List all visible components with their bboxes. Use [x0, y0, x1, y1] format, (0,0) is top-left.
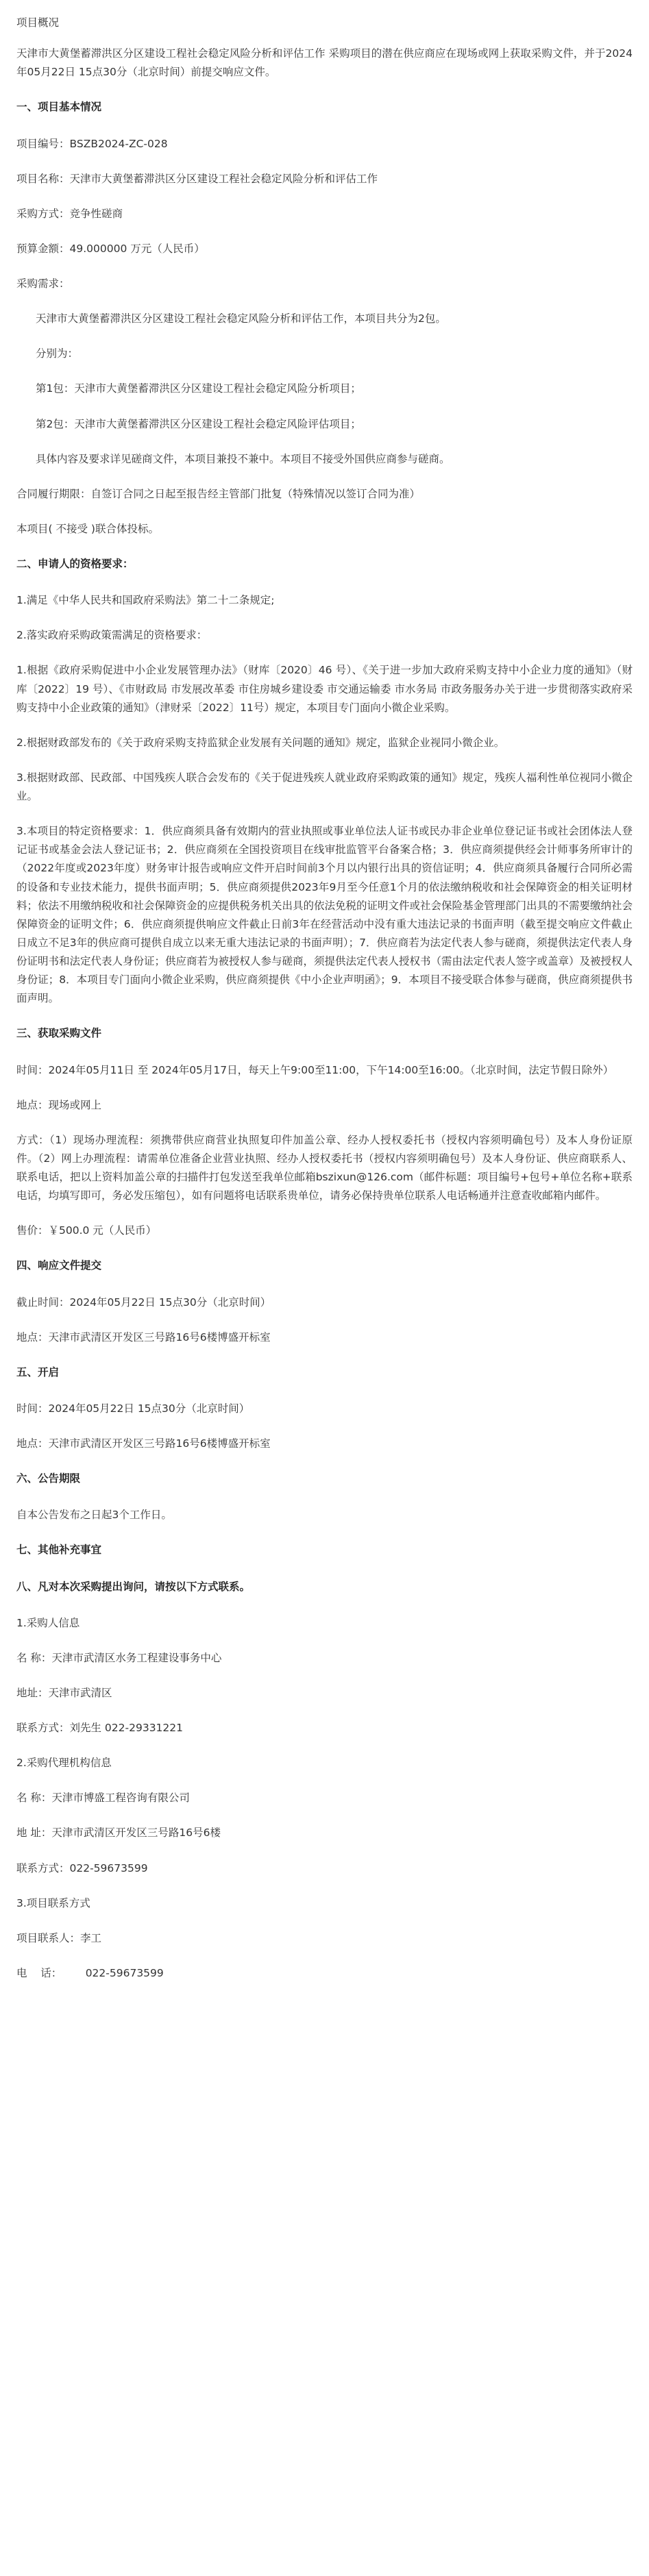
- agent-address: 地 址：天津市武清区开发区三号路16号6楼: [16, 1826, 221, 1840]
- buyer-name: 名 称：天津市武清区水务工程建设事务中心: [16, 1651, 222, 1664]
- project-name: 项目名称：天津市大黄堡蓄滞洪区分区建设工程社会稳定风险分析和评估工作: [16, 172, 378, 185]
- submission-deadline: 截止时间：2024年05月22日 15点30分（北京时间）: [16, 1296, 271, 1309]
- section5-heading: 五、开启: [16, 1365, 60, 1378]
- buyer-address: 地址：天津市武清区: [16, 1686, 112, 1699]
- opening-time: 时间：2024年05月22日 15点30分（北京时间）: [16, 1402, 250, 1415]
- qualification-3: 3.本项目的特定资格要求：1．供应商须具备有效期内的营业执照或事业单位法人证书或民办非企业单位登记证书或社会团体法人登记证书或基金会法人登记证书；2．供应商须在全国投资项目在线审批监管平台备案合格；3．供应商须提供经会计师事务所审计的（2022年度或2023年度）财务审计报告或响应文件开启时间前3个月以内银行出具的资信证明；4．供应商须具备履行合同所必需的设备和专业技术能力，提供书面声明；5．供应商须提供2023年9月至今任意1个月的依法缴纳税收和社会保障资金的相关证明材料；依法不用缴纳税收和社会保障资金的应提供税务机关出具的依法免税的证明文件或社会保险基金管理部门出具的不需要缴纳社会保障资金的证明文件；6．供应商须提供响应文件截止日前3年在经营活动中没有重大违法记录的书面声明（截至提交响应文件截止日成立不足3年的供应商可提供自成立以来无重大违法记录的书面声明）；7．供应商若为法定代表人参与磋商，须提供法定代表人身份证明书和法定代表人身份证；供应商若为被授权人参与磋商，须提供法定代表人授权书（需由法定代表人签字或盖章）及被授权人身份证；8．本项目专门面向小微企业采购，供应商须提供《中小企业声明函》；9．本项目不接受联合体参与磋商，供应商须提供书面声明。: [16, 825, 633, 1005]
- requirement-text: 天津市大黄堡蓄滞洪区分区建设工程社会稳定风险分析和评估工作，本项目共分为2包。: [36, 312, 446, 325]
- procurement-method: 采购方式：竞争性磋商: [16, 207, 123, 220]
- requirement-label: 采购需求：: [16, 277, 70, 290]
- obtain-place: 地点：现场或网上: [16, 1098, 102, 1111]
- notice-period: 自本公告发布之日起3个工作日。: [16, 1509, 172, 1522]
- section2-heading: 二、申请人的资格要求：: [16, 558, 134, 570]
- section4-heading: 四、响应文件提交: [16, 1259, 102, 1272]
- buyer-contact: 联系方式：刘先生 022-29331221: [16, 1722, 183, 1734]
- qualification-1: 1.满足《中华人民共和国政府采购法》第二十二条规定;: [16, 594, 275, 607]
- section7-heading: 七、其他补充事宜: [16, 1544, 102, 1557]
- qualification-2: 2.落实政府采购政策需满足的资格要求：: [16, 629, 208, 642]
- agent-contact: 联系方式：022-59673599: [16, 1861, 148, 1874]
- qualification-2-2: 2.根据财政部发布的《关于政府采购支持监狱企业发展有关问题的通知》规定，监狱企业视同小微企业。: [16, 736, 505, 749]
- package-2: 第2包：天津市大黄堡蓄滞洪区分区建设工程社会稳定风险评估项目；: [36, 417, 361, 430]
- agent-info-label: 2.采购代理机构信息: [16, 1757, 112, 1770]
- section3-heading: 三、获取采购文件: [16, 1027, 102, 1040]
- project-number: 项目编号：BSZB2024-ZC-028: [16, 137, 168, 150]
- buyer-info-label: 1.采购人信息: [16, 1616, 80, 1629]
- package-1: 第1包：天津市大黄堡蓄滞洪区分区建设工程社会稳定风险分析项目；: [36, 382, 361, 395]
- submission-place: 地点：天津市武清区开发区三号路16号6楼博盛开标室: [16, 1330, 271, 1343]
- section8-heading: 八、凡对本次采购提出询问，请按以下方式联系。: [16, 1580, 251, 1593]
- opening-place: 地点：天津市武清区开发区三号路16号6楼博盛开标室: [16, 1437, 271, 1450]
- obtain-method: 方式：（1）现场办理流程：须携带供应商营业执照复印件加盖公章、经办人授权委托书（授权内容须明确包号）及本人身份证原件。（2）网上办理流程：请需单位准备企业营业执照、经办人授权委托书（授权内容须明确包号）及本人身份证、供应商联系人、联系电话，把以上资料加盖公章的扫描件打包发送至我单位邮箱bszixun@126.com（邮件标题：项目编号+包号+单位名称+联系电话，均填写即可，务必发压缩包），如有问题将电话联系贵单位，请务必保持贵单位联系人电话畅通并注意查收邮箱内邮件。: [16, 1133, 633, 1202]
- agent-name: 名 称：天津市博盛工程咨询有限公司: [16, 1792, 190, 1805]
- contract-term: 合同履行期限：自签订合同之日起至报告经主管部门批复（特殊情况以签订合同为准）: [16, 487, 421, 500]
- section6-heading: 六、公告期限: [16, 1472, 81, 1485]
- qualification-2-3: 3.根据财政部、民政部、中国残疾人联合会发布的《关于促进残疾人就业政府采购政策的通知》规定，残疾人福利性单位视同小微企业。: [16, 771, 633, 802]
- project-contact-phone: 电 话： 022-59673599: [16, 1966, 164, 1979]
- project-contact-label: 3.项目联系方式: [16, 1896, 90, 1909]
- qualification-2-1: 1.根据《政府采购促进中小企业发展管理办法》（财库〔2020〕46 号）、《关于进一步加大政府采购支持中小企业力度的通知》（财库〔2022〕19 号）、《市财政局 市发展改革委 市住房城乡建设委 市交通运输委 市水务局 市政务服务办关于进一步贯彻落实政府采购支持中小企业政策的通知》（津财采〔2022〕11号）规定，本项目专门面向小微企业采购。: [16, 664, 633, 714]
- overview-text: 天津市大黄堡蓄滞洪区分区建设工程社会稳定风险分析和评估工作 采购项目的潜在供应商应在现场或网上获取采购文件，并于2024年05月22日 15点30分（北京时间）前提交响应文件。: [16, 47, 633, 79]
- document-price: 售价：￥500.0 元（人民币）: [16, 1224, 157, 1237]
- package-note: 具体内容及要求详见磋商文件，本项目兼投不兼中。本项目不接受外国供应商参与磋商。: [36, 452, 450, 465]
- consortium-note: 本项目( 不接受 )联合体投标。: [16, 522, 159, 535]
- budget-amount: 预算金额：49.000000 万元（人民币）: [16, 242, 205, 255]
- project-contact-person: 项目联系人：李工: [16, 1931, 102, 1944]
- package-split-label: 分别为：: [36, 347, 79, 360]
- overview-title: 项目概况: [16, 16, 60, 29]
- section1-heading: 一、项目基本情况: [16, 101, 102, 114]
- obtain-time: 时间：2024年05月11日 至 2024年05月17日，每天上午9:00至11:00，下午14:00至16:00。（北京时间，法定节假日除外）: [16, 1063, 614, 1076]
